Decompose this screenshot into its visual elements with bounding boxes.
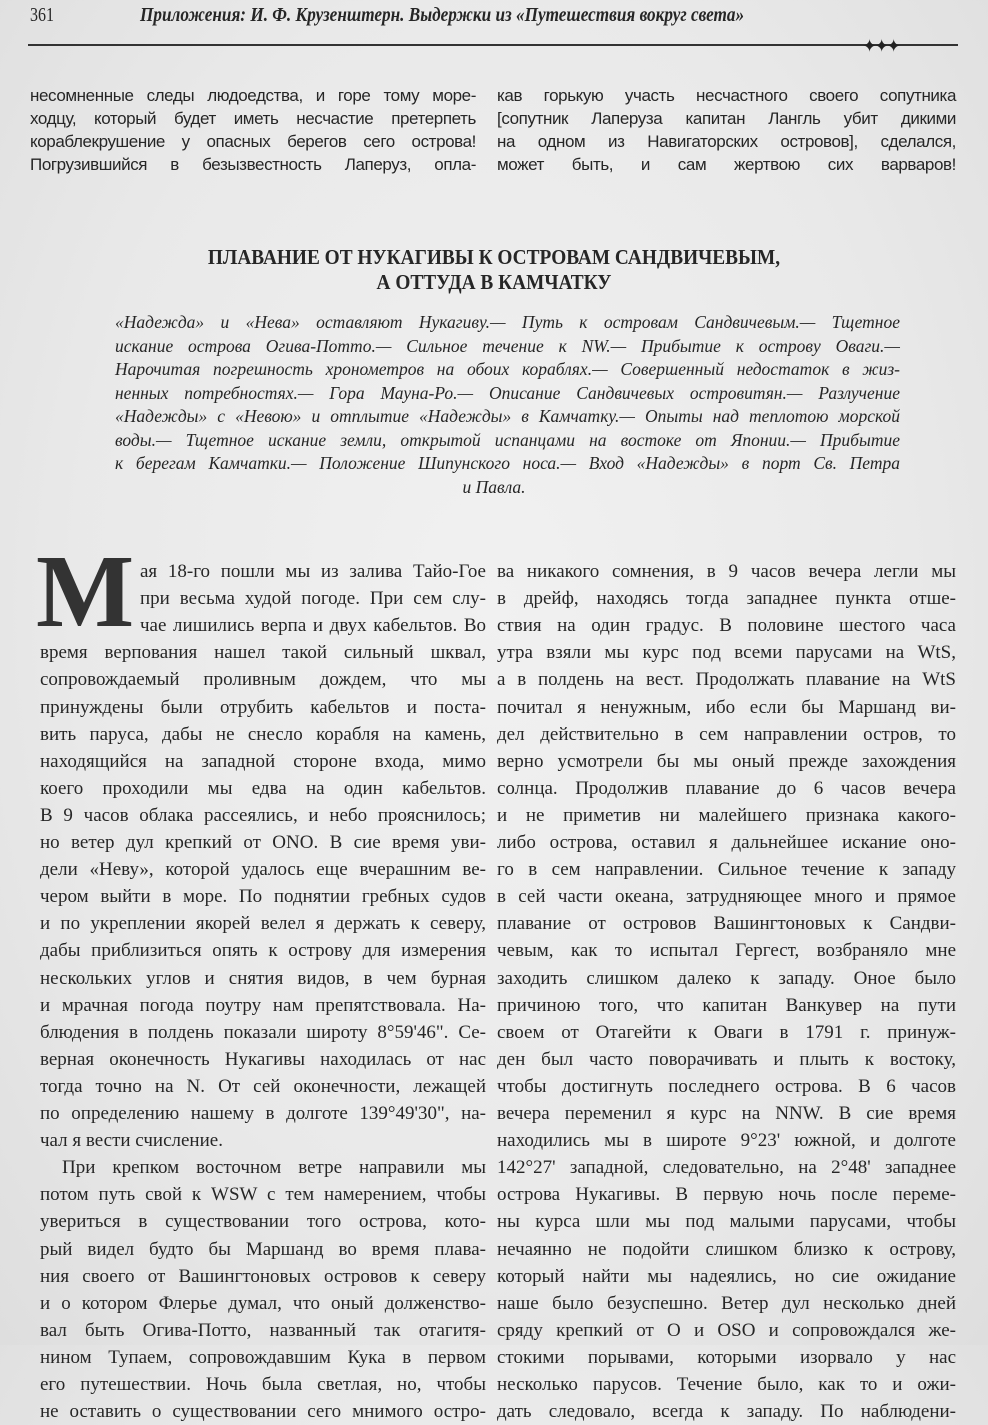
text-line: Погрузившийся в безызвестность Лаперуз, опла- [30, 155, 476, 174]
text-line: верная оконечность Нукагивы находилась от нас [40, 1048, 486, 1070]
text-line: ва никакого сомнения, в 9 часов вечера легли мы [497, 561, 956, 582]
text-line: вечера переменил я курс на NNW. В сие время [497, 1103, 956, 1124]
text-line: чтобы достигнуть последнего острова. В 6 часов [497, 1075, 956, 1097]
text-line: сряду крепкий от O и OSO и сопровождался же- [497, 1319, 956, 1341]
text-line: а в полдень на вест. Продолжать плавание на WtS [497, 669, 956, 691]
text-line: потом путь свой к WSW с тем намерением, чтобы [40, 1184, 486, 1206]
text-line: чал я вести счисление. [40, 1130, 223, 1152]
text-line: вить паруса, дабы не снесло корабля на камень, [40, 723, 486, 745]
text-line: искание острова Огива-Потто.— Сильное течение к NW.— Прибытие к острову Оваги.— [115, 335, 900, 356]
text-line: находящийся на западной стороне входа, мимо [40, 750, 486, 772]
text-line: и по укреплении якорей велел я держать к северу, [40, 913, 486, 935]
text-line: на одном из Навигаторских островов], сделался, [497, 132, 956, 151]
text-line: нечаянно не подойти слишком близко к острову, [497, 1238, 956, 1260]
text-line: ходцу, который будет иметь несчастие претерпеть [30, 109, 476, 128]
text-line: верно усмотрели бы мы оный прежде захождения [497, 750, 956, 772]
text-line: чае лишились верпа и двух кабельтов. Во [140, 615, 486, 637]
text-line: и мрачная погода поутру нам препятствовала. На- [40, 994, 486, 1016]
text-line: своем от Отагейти к Оваги в 1791 г. принуж- [497, 1021, 956, 1043]
text-line: ны курса шли мы под малыми парусами, чтобы [497, 1211, 956, 1233]
text-line: дели «Неву», которой удалось еще вчерашним ве- [40, 859, 486, 881]
text-line: увериться в существовании того острова, кото- [40, 1211, 486, 1233]
text-line: принуждены были отрубить кабельтов и поста- [40, 696, 486, 718]
text-line: который найти мы надеялись, но сие ожидание [497, 1265, 956, 1287]
text-line: не оставить о существовании сего мнимого остро- [40, 1401, 486, 1423]
text-line: «Надежды» с «Невою» и отплытие «Надежды» в Камчатку.— Опыты над теплотою морской [115, 406, 900, 426]
text-line: дабы приблизиться опять к острову для измерения [40, 940, 486, 962]
page-number: 361 [30, 4, 54, 26]
text-line: кав горькую участь несчастного своего сопутника [497, 86, 956, 105]
text-line: блюдения в полдень показали широту 8°59'46". Се- [40, 1021, 486, 1043]
text-line: ствия на один градус. В половине шестого часа [497, 615, 956, 637]
text-line: воды.— Тщетное искание земли, открытой испанцами на востоке от Японии.— Прибытие [115, 429, 900, 450]
text-line: коего проходили мы едва на один кабельтов. [40, 777, 486, 799]
text-line: наше было безуспешно. Ветер дул несколько дней [497, 1292, 956, 1314]
text-line: нином Тупаем, сопровождавшим Кука в первом [40, 1346, 486, 1368]
text-line: дать следовало, всегда к западу. По наблюдени- [497, 1401, 956, 1423]
text-line: ненных потребностях.— Гора Мауна-Ро.— Описание Сандвичевых островитян.— Разлучение [115, 382, 900, 403]
text-line: ден был часто поворачивать и плыть к востоку, [497, 1048, 956, 1070]
chapter-title-line-1: ПЛАВАНИЕ ОТ НУКАГИВЫ К ОСТРОВАМ САНДВИЧЕВЫМ, [207, 245, 781, 269]
text-line: почитал я ненужным, ибо если бы Маршанд ви- [497, 696, 956, 718]
text-line: в сей части океана, затрудняющее много и прямое [497, 886, 956, 908]
text-line: плавание от островов Вашингтоновых к Сандви- [497, 913, 956, 935]
text-line: рый видел будто бы Маршанд во время плава- [40, 1238, 486, 1260]
text-line: и о котором Флерье думал, что оный долженство- [40, 1292, 486, 1314]
text-line: острова Нукагивы. В первую ночь после переме- [497, 1184, 956, 1206]
summary-line: и Павла. [462, 477, 526, 497]
ornament-icon: ✦✦✦ [862, 36, 899, 56]
text-line: солнца. Продолжив плавание до 6 часов вечера [497, 777, 956, 799]
running-title: Приложения: И. Ф. Крузенштерн. Выдержки из «Путешествия вокруг света» [140, 4, 745, 26]
text-line: в дрейф, находясь тогда западнее пункта отше- [497, 588, 956, 610]
text-line: тогда точно на N. От сей оконечности, лежащей [40, 1075, 486, 1097]
text-line: причиною того, что капитан Ванкувер на пути [497, 994, 956, 1016]
text-line: нескольких углов и снятия видов, в чем бурная [40, 967, 486, 989]
text-line: может быть, и сам жертвою сих варваров! [497, 155, 956, 174]
text-line: несколько парусов. Течение было, как то и ожи- [497, 1374, 956, 1395]
text-line: стокими порывами, которыми изорвало у нас [497, 1346, 956, 1368]
text-line: чевым, как то испытал Гергест, возбраняло мне [497, 940, 956, 962]
text-line: чером выйти в море. По поднятии гребных судов [40, 886, 486, 908]
text-line: к берегам Камчатки.— Положение Шипунского носа.— Вход «Надежды» в порт Св. Петра [115, 453, 900, 473]
text-line: при весьма худой погоде. При сем слу- [140, 588, 486, 610]
text-line: 142°27' западной, следовательно, на 2°48' западнее [497, 1157, 956, 1179]
text-line: несомненные следы людоедства, и горе тому море- [30, 86, 476, 105]
text-line: по определению нашему в долготе 139°49'30", на- [40, 1103, 486, 1124]
text-line: ая 18-го пошли мы из залива Тайо-Гое [140, 561, 486, 582]
text-line: вал быть Огива-Потто, названный так отагитя- [40, 1319, 486, 1341]
text-line: его путешествии. Ночь была светлая, но, чтобы [40, 1374, 486, 1395]
text-line: Нарочитая погрешность хронометров на обоих кораблях.— Совершенный недостаток в жиз- [115, 359, 900, 379]
text-line: В 9 часов облака рассеялись, и небо прояснилось; [40, 804, 486, 826]
text-line: [сопутник Лаперуза капитан Лангль убит дикими [497, 109, 956, 128]
text-line: заходить слишком далеко к западу. Оное было [497, 967, 956, 989]
text-line: При крепком восточном ветре направили мы [62, 1157, 486, 1179]
text-line: либо острова, оставил я дальнейшее искание оно- [497, 832, 956, 853]
text-line: ния своего от Вашингтоновых островов к северу [40, 1265, 486, 1287]
text-line: утра взяли мы курс под всеми парусами на WtS, [497, 642, 956, 664]
text-line: «Надежда» и «Нева» оставляют Нукагиву.— Путь к островам Сандвичевым.— Тщетное [115, 312, 900, 332]
text-line: сопровождаемый проливным дождем, что мы [40, 669, 486, 691]
text-line: кораблекрушение у опасных берегов сего острова! [30, 132, 476, 151]
text-line: время верпования нашел такой сильный шквал, [40, 642, 486, 664]
text-line: и не приметив ни малейшего признака какого- [497, 804, 956, 826]
text-line: но ветер дул крепкий от ONO. В сие время уви- [40, 832, 486, 853]
text-line: дел действительно в сем направлении остров, то [497, 723, 956, 745]
chapter-title-line-2: А ОТТУДА В КАМЧАТКУ [376, 270, 612, 294]
text-line: го в сем направлении. Сильное течение к западу [497, 859, 956, 881]
drop-cap: М [36, 534, 135, 649]
text-line: находились мы в широте 9°23' южной, и долготе [497, 1130, 956, 1152]
header-rule [28, 44, 958, 46]
